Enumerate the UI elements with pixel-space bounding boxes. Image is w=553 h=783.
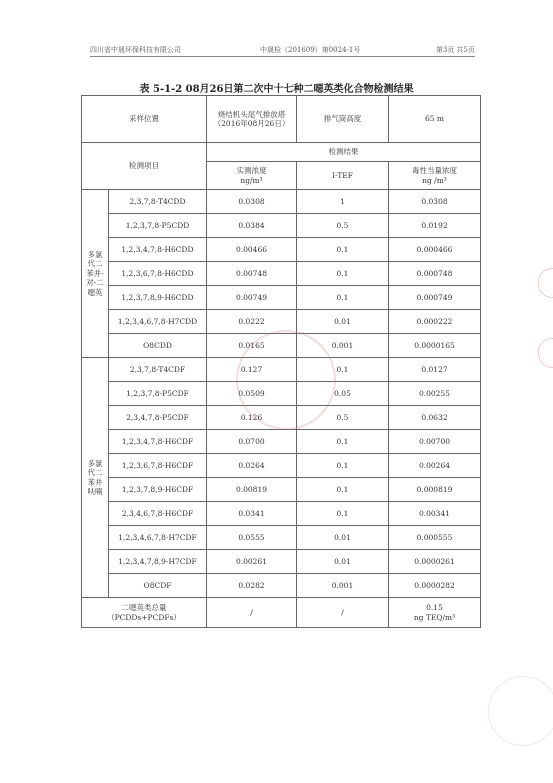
itef-cell: 0.1	[297, 262, 389, 286]
site-label: 采样位置	[82, 96, 207, 143]
header-org: 四川省中晟环保科技有限公司	[90, 46, 181, 54]
edge-seal-bottom	[538, 338, 553, 368]
table-row	[82, 478, 481, 502]
itef-cell: 0.001	[297, 574, 389, 598]
toxic-header-label: 毒性当量浓度	[412, 166, 457, 176]
compound-cell: O8CDD	[109, 334, 207, 358]
group-label: 多氯代二苯并呋喃	[82, 358, 109, 598]
teq-cell: 0.0000165	[389, 334, 481, 358]
table-row	[82, 502, 481, 526]
teq-cell: 0.0000282	[389, 574, 481, 598]
page-header	[90, 42, 475, 57]
measured-cell: 0.0384	[207, 214, 297, 238]
total-teq-unit: ng TEQ/m³	[413, 612, 456, 622]
table-row	[82, 382, 481, 406]
table-row	[82, 286, 481, 310]
compound-cell: 1,2,3,7,8,9-H6CDF	[109, 478, 207, 502]
compound-cell: 1,2,3,6,7,8-H6CDD	[109, 262, 207, 286]
dioxin-results-table	[81, 95, 481, 628]
table-row	[82, 406, 481, 430]
measured-cell: 0.0341	[207, 502, 297, 526]
teq-cell: 0.0127	[389, 358, 481, 382]
table-row	[82, 526, 481, 550]
measured-header-unit: ng/m³	[240, 175, 263, 185]
compound-cell: 1,2,3,4,7,8-H6CDD	[109, 238, 207, 262]
itef-cell: 0.1	[297, 358, 389, 382]
results-header-row	[82, 143, 481, 162]
table-row	[82, 454, 481, 478]
toxic-header	[389, 162, 481, 190]
itef-cell: 0.1	[297, 238, 389, 262]
table-row	[82, 190, 481, 214]
edge-seal-top	[538, 268, 553, 298]
total-teq-value: 0.15	[426, 603, 443, 613]
measured-cell: 0.0700	[207, 430, 297, 454]
measured-cell: 0.00819	[207, 478, 297, 502]
table-row	[82, 358, 481, 382]
itef-cell: 0.1	[297, 502, 389, 526]
measured-cell: 0.00261	[207, 550, 297, 574]
inspection-stamp-inner-ring	[488, 676, 553, 746]
site-value-line2: （2016年08月26日）	[213, 119, 290, 128]
teq-cell: 0.00264	[389, 454, 481, 478]
height-label: 排气筒高度	[297, 96, 389, 143]
toxic-header-unit: ng /m³	[422, 175, 447, 185]
teq-cell: 0.000466	[389, 238, 481, 262]
table-row	[82, 262, 481, 286]
teq-cell: 0.00341	[389, 502, 481, 526]
teq-cell: 0.000819	[389, 478, 481, 502]
table-row	[82, 310, 481, 334]
itef-cell: 0.01	[297, 550, 389, 574]
measured-cell: 0.0222	[207, 310, 297, 334]
teq-cell: 0.000555	[389, 526, 481, 550]
itef-cell: 0.01	[297, 526, 389, 550]
compound-cell: 1,2,3,7,8-P5CDD	[109, 214, 207, 238]
total-measured: /	[207, 598, 297, 628]
header-page: 第3页 共5页	[435, 46, 475, 54]
table-row	[82, 334, 481, 358]
meta-row	[82, 96, 481, 143]
table-row	[82, 574, 481, 598]
measured-cell: 0.00749	[207, 286, 297, 310]
results-header: 检测结果	[207, 143, 481, 162]
teq-cell: 0.00255	[389, 382, 481, 406]
table-row	[82, 430, 481, 454]
measured-cell: 0.00748	[207, 262, 297, 286]
teq-cell: 0.000749	[389, 286, 481, 310]
teq-cell: 0.0308	[389, 190, 481, 214]
itef-cell: 0.1	[297, 454, 389, 478]
compound-cell: 1,2,3,4,6,7,8-H7CDF	[109, 526, 207, 550]
compound-cell: O8CDF	[109, 574, 207, 598]
table-title: 表 5-1-2 08月26日第二次中十七种二噁英类化合物检测结果	[139, 84, 414, 95]
itef-cell: 0.1	[297, 430, 389, 454]
teq-cell: 0.0632	[389, 406, 481, 430]
itef-header: I-TEF	[297, 162, 389, 190]
compound-cell: 1,2,3,7,8-P5CDF	[109, 382, 207, 406]
measured-cell: 0.0165	[207, 334, 297, 358]
compound-cell: 1,2,3,4,7,8-H6CDF	[109, 430, 207, 454]
itef-cell: 0.1	[297, 478, 389, 502]
measured-cell: 0.127	[207, 358, 297, 382]
site-value	[207, 96, 297, 143]
measured-header	[207, 162, 297, 190]
itef-cell: 1	[297, 190, 389, 214]
header-doc-no: 中晟检（201609）第0024-1号	[260, 46, 361, 54]
itef-cell: 0.1	[297, 286, 389, 310]
measured-header-label: 实测浓度	[236, 166, 267, 176]
total-label-line2: （PCDDs+PCDFs）	[107, 612, 181, 622]
measured-cell: 0.0308	[207, 190, 297, 214]
compound-cell: 1,2,3,4,7,8,9-H7CDF	[109, 550, 207, 574]
measured-cell: 0.0282	[207, 574, 297, 598]
group-label: 多氯代二苯并-对-二噁英	[82, 190, 109, 358]
compound-cell: 2,3,4,7,8-P5CDF	[109, 406, 207, 430]
compound-cell: 2,3,4,6,7,8-H6CDF	[109, 502, 207, 526]
teq-cell: 0.000222	[389, 310, 481, 334]
measured-cell: 0.126	[207, 406, 297, 430]
site-value-line1: 烧结机头尾气排放塔	[217, 109, 286, 119]
itef-cell: 0.5	[297, 406, 389, 430]
itef-cell: 0.5	[297, 214, 389, 238]
teq-cell: 0.00700	[389, 430, 481, 454]
table-row	[82, 214, 481, 238]
itef-cell: 0.001	[297, 334, 389, 358]
compound-cell: 1,2,3,6,7,8-H6CDF	[109, 454, 207, 478]
compound-cell: 2,3,7,8-T4CDD	[109, 190, 207, 214]
table-row	[82, 238, 481, 262]
item-header: 检测项目	[82, 143, 207, 190]
total-teq	[389, 598, 481, 628]
compound-cell: 1,2,3,7,8,9-H6CDD	[109, 286, 207, 310]
total-row	[82, 598, 481, 628]
compound-cell: 1,2,3,4,6,7,8-H7CDD	[109, 310, 207, 334]
compound-cell: 2,3,7,8-T4CDF	[109, 358, 207, 382]
measured-cell: 0.0555	[207, 526, 297, 550]
teq-cell: 0.000748	[389, 262, 481, 286]
total-label-line1: 二噁英类总量	[121, 603, 167, 613]
measured-cell: 0.0264	[207, 454, 297, 478]
height-value: 65 m	[389, 96, 481, 143]
itef-cell: 0.05	[297, 382, 389, 406]
measured-cell: 0.0509	[207, 382, 297, 406]
itef-cell: 0.01	[297, 310, 389, 334]
measured-cell: 0.00466	[207, 238, 297, 262]
total-label	[82, 598, 207, 628]
teq-cell: 0.0192	[389, 214, 481, 238]
teq-cell: 0.0000261	[389, 550, 481, 574]
table-row	[82, 550, 481, 574]
total-itef: /	[297, 598, 389, 628]
